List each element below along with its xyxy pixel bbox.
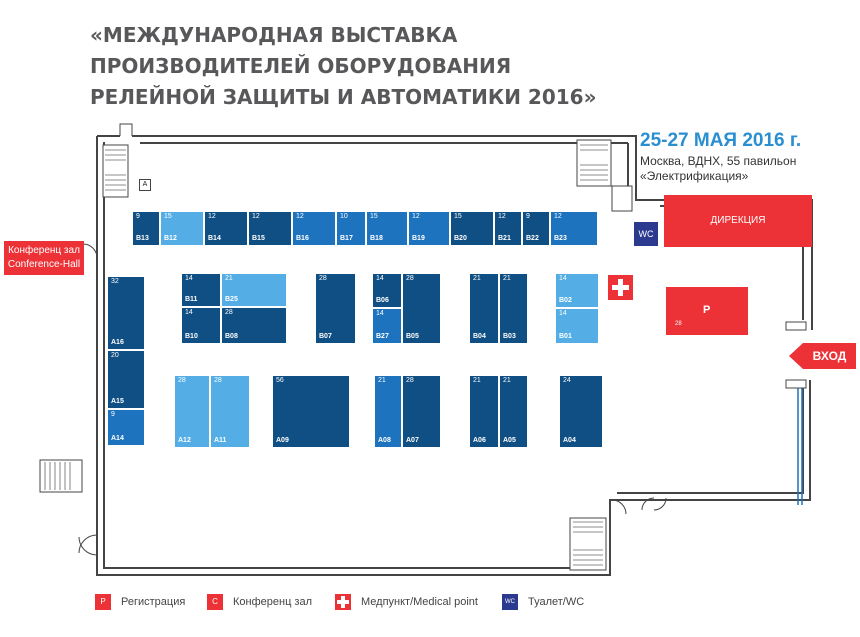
booth-id: B17	[340, 235, 353, 242]
booth-size: 12	[498, 213, 506, 220]
event-venue	[640, 154, 796, 184]
booth-size: 28	[225, 309, 233, 316]
booth-id: B25	[225, 296, 238, 303]
registration-icon: Р	[95, 594, 111, 610]
booth-b01[interactable]	[555, 308, 599, 344]
booth-size: 14	[559, 275, 567, 282]
booth-a16[interactable]	[107, 276, 145, 350]
booth-size: 14	[376, 310, 384, 317]
booth-b04[interactable]	[469, 273, 499, 344]
booth-a09[interactable]	[272, 375, 350, 448]
booth-id: B15	[252, 235, 265, 242]
legend-registration-label: Регистрация	[121, 596, 186, 608]
booth-id: B05	[406, 333, 419, 340]
booth-id: B07	[319, 333, 332, 340]
booth-id: B20	[454, 235, 467, 242]
booth-id: B14	[208, 235, 221, 242]
booth-id: A08	[378, 437, 391, 444]
booth-size: 14	[185, 309, 193, 316]
wc-icon: WC	[502, 594, 518, 610]
booth-id: B23	[554, 235, 567, 242]
booth-b06[interactable]	[372, 273, 402, 308]
registration-size: 28	[675, 321, 682, 327]
booth-size: 21	[473, 275, 481, 282]
legend-conference	[207, 594, 312, 610]
booth-b12[interactable]	[160, 211, 204, 246]
booth-b16[interactable]	[292, 211, 336, 246]
booth-size: 28	[406, 377, 414, 384]
directorate-label: ДИРЕКЦИЯ	[710, 215, 766, 226]
booth-a06[interactable]	[469, 375, 499, 448]
booth-size: 28	[319, 275, 327, 282]
legend-wc	[502, 594, 584, 610]
legend-wc-label: Туалет/WC	[528, 596, 585, 608]
booth-id: B12	[164, 235, 177, 242]
booth-size: 28	[178, 377, 186, 384]
booth-id: A14	[111, 435, 124, 442]
event-dates: 25-27 МАЯ 2016 г.	[640, 130, 802, 151]
booth-b02[interactable]	[555, 273, 599, 308]
booth-size: 10	[340, 213, 348, 220]
booth-b18[interactable]	[366, 211, 408, 246]
medical-cross-icon	[335, 594, 351, 610]
booth-b15[interactable]	[248, 211, 292, 246]
entrance-label: ВХОД	[803, 343, 856, 369]
booth-id: B08	[225, 333, 238, 340]
booth-size: 28	[214, 377, 222, 384]
booth-size: 9	[111, 411, 115, 418]
booth-size: 14	[185, 275, 193, 282]
medical-point-icon[interactable]	[608, 275, 633, 300]
booth-id: B01	[559, 333, 572, 340]
title-line-2: ПРОИЗВОДИТЕЛЕЙ ОБОРУДОВАНИЯ	[90, 54, 512, 78]
booth-id: A04	[563, 437, 576, 444]
booth-b25[interactable]	[221, 273, 287, 307]
entrance-arrow-icon	[789, 343, 803, 369]
legend-medical-label: Медпункт/Medical point	[361, 596, 478, 608]
booth-id: A15	[111, 398, 124, 405]
conference-hall-en: Conference-Hall	[7, 259, 81, 270]
legend-conference-label: Конференц зал	[233, 596, 313, 608]
booth-size: 15	[454, 213, 462, 220]
booth-id: B03	[503, 333, 516, 340]
entrance-sign	[789, 343, 856, 369]
booth-id: A06	[473, 437, 486, 444]
booth-id: B13	[136, 235, 149, 242]
registration-area[interactable]	[666, 287, 748, 335]
conference-icon: С	[207, 594, 223, 610]
booth-a05[interactable]	[499, 375, 528, 448]
booth-size: 56	[276, 377, 284, 384]
booth-size: 21	[225, 275, 233, 282]
booth-id: B27	[376, 333, 389, 340]
booth-size: 21	[378, 377, 386, 384]
booth-b23[interactable]	[550, 211, 598, 246]
booth-b14[interactable]	[204, 211, 248, 246]
title-line-1: «МЕЖДУНАРОДНАЯ ВЫСТАВКА	[90, 23, 458, 47]
booth-b07[interactable]	[315, 273, 356, 344]
wc-marker[interactable]: WC	[634, 222, 658, 246]
booth-size: 12	[412, 213, 420, 220]
booth-a11[interactable]	[210, 375, 250, 448]
booth-a12[interactable]	[174, 375, 210, 448]
conference-hall-label[interactable]	[4, 241, 84, 275]
booth-b03[interactable]	[499, 273, 528, 344]
booth-a04[interactable]	[559, 375, 603, 448]
booth-a15[interactable]	[107, 350, 145, 409]
booth-id: B04	[473, 333, 486, 340]
venue-address: Москва, ВДНХ, 55 павильон	[640, 154, 797, 168]
booth-size: 12	[208, 213, 216, 220]
registration-mark: Р	[703, 304, 711, 316]
booth-id: A09	[276, 437, 289, 444]
booth-size: 24	[563, 377, 571, 384]
booth-size: 15	[370, 213, 378, 220]
booth-a07[interactable]	[402, 375, 441, 448]
booth-size: 14	[376, 275, 384, 282]
title-line-3: РЕЛЕЙНОЙ ЗАЩИТЫ И АВТОМАТИКИ 2016»	[90, 85, 597, 109]
booth-b19[interactable]	[408, 211, 450, 246]
booth-id: B19	[412, 235, 425, 242]
booth-size: 21	[503, 377, 511, 384]
booth-size: 14	[559, 310, 567, 317]
booth-size: 28	[406, 275, 414, 282]
booth-b20[interactable]	[450, 211, 494, 246]
booth-b27[interactable]	[372, 308, 402, 344]
booth-id: B16	[296, 235, 309, 242]
booth-size: 21	[503, 275, 511, 282]
stair-marker: A	[139, 179, 151, 191]
booth-id: A05	[503, 437, 516, 444]
booth-size: 9	[136, 213, 140, 220]
booth-size: 9	[526, 213, 530, 220]
legend-medical	[335, 594, 478, 610]
booth-size: 21	[473, 377, 481, 384]
booth-id: B22	[526, 235, 539, 242]
booth-size: 12	[554, 213, 562, 220]
booth-a14[interactable]	[107, 409, 145, 446]
booth-b11[interactable]	[181, 273, 221, 307]
conference-hall-ru: Конференц зал	[8, 245, 80, 256]
booth-id: B02	[559, 297, 572, 304]
booth-b10[interactable]	[181, 307, 221, 344]
booth-size: 12	[296, 213, 304, 220]
booth-b17[interactable]	[336, 211, 366, 246]
booth-id: B18	[370, 235, 383, 242]
booth-b13[interactable]	[132, 211, 160, 246]
booth-id: A07	[406, 437, 419, 444]
booth-id: B21	[498, 235, 511, 242]
legend-registration	[95, 594, 185, 610]
booth-b22[interactable]	[522, 211, 550, 246]
booth-a08[interactable]	[374, 375, 402, 448]
booth-b08[interactable]	[221, 307, 287, 344]
directorate-room[interactable]	[664, 195, 812, 247]
booth-id: A16	[111, 339, 124, 346]
booth-id: B10	[185, 333, 198, 340]
booth-size: 20	[111, 352, 119, 359]
booth-id: B11	[185, 296, 198, 303]
booth-id: B06	[376, 297, 389, 304]
booth-id: A11	[214, 437, 227, 444]
booth-size: 15	[164, 213, 172, 220]
booth-b05[interactable]	[402, 273, 441, 344]
venue-pavilion: «Электрификация»	[640, 169, 749, 183]
booth-b21[interactable]	[494, 211, 522, 246]
booth-size: 32	[111, 278, 119, 285]
booth-id: A12	[178, 437, 191, 444]
booth-size: 12	[252, 213, 260, 220]
